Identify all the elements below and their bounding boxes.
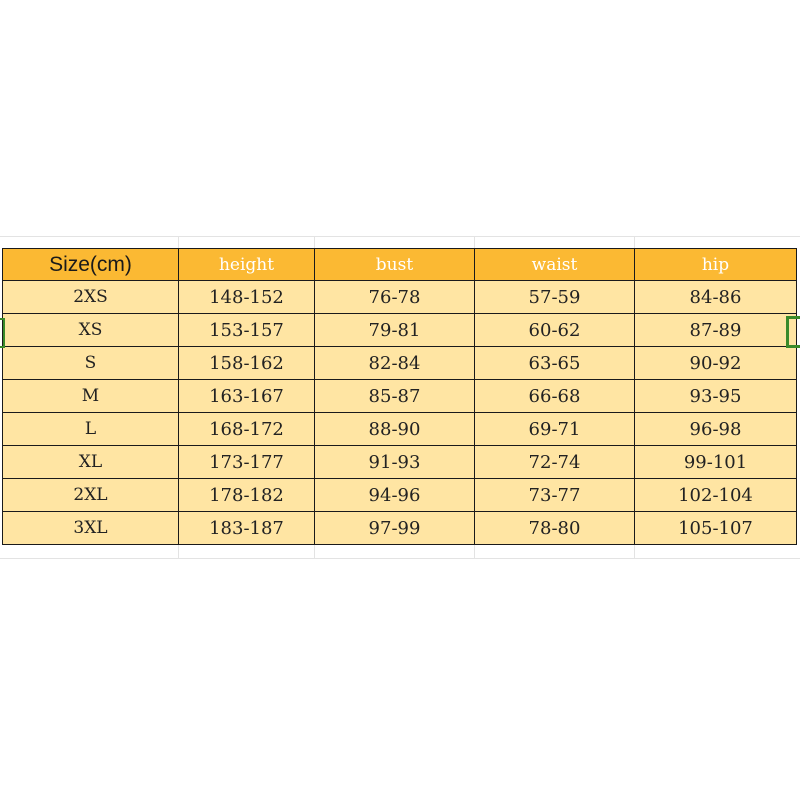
table-row [3, 446, 797, 479]
table-cell[interactable]: 78-80 [475, 512, 635, 545]
table-cell[interactable]: 63-65 [475, 347, 635, 380]
header-cell-size[interactable]: Size(cm) [3, 249, 179, 281]
header-cell-waist[interactable]: waist [475, 249, 635, 281]
table-row [3, 479, 797, 512]
table-cell[interactable]: 99-101 [635, 446, 797, 479]
table-cell[interactable]: 69-71 [475, 413, 635, 446]
table-cell[interactable]: 60-62 [475, 314, 635, 347]
table-row [3, 314, 797, 347]
table-cell[interactable]: 96-98 [635, 413, 797, 446]
table-cell[interactable]: 2XS [3, 281, 179, 314]
table-row [3, 512, 797, 545]
table-cell[interactable]: 178-182 [179, 479, 315, 512]
table-cell[interactable]: 82-84 [315, 347, 475, 380]
table-row [3, 380, 797, 413]
table-cell[interactable]: 105-107 [635, 512, 797, 545]
table-cell[interactable]: 76-78 [315, 281, 475, 314]
table-cell[interactable]: 2XL [3, 479, 179, 512]
table-row [3, 281, 797, 314]
table-cell[interactable]: XL [3, 446, 179, 479]
table-cell[interactable]: 163-167 [179, 380, 315, 413]
header-cell-bust[interactable]: bust [315, 249, 475, 281]
selection-marker-left [0, 318, 5, 348]
table-cell[interactable]: 93-95 [635, 380, 797, 413]
table-cell[interactable]: 91-93 [315, 446, 475, 479]
table-cell[interactable]: 79-81 [315, 314, 475, 347]
table-cell[interactable]: 57-59 [475, 281, 635, 314]
table-cell[interactable]: L [3, 413, 179, 446]
gridline [0, 558, 800, 559]
table-cell[interactable]: 66-68 [475, 380, 635, 413]
selection-marker-right [786, 316, 800, 348]
table-cell[interactable]: 90-92 [635, 347, 797, 380]
header-row [3, 249, 797, 281]
table-cell[interactable]: 102-104 [635, 479, 797, 512]
table-cell[interactable]: 94-96 [315, 479, 475, 512]
table-row [3, 413, 797, 446]
header-cell-hip[interactable]: hip [635, 249, 797, 281]
table-cell[interactable]: 153-157 [179, 314, 315, 347]
table-cell[interactable]: 158-162 [179, 347, 315, 380]
table-cell[interactable]: M [3, 380, 179, 413]
size-chart-table [2, 248, 797, 545]
table-cell[interactable]: 72-74 [475, 446, 635, 479]
table-cell[interactable]: S [3, 347, 179, 380]
table-cell[interactable]: 87-89 [635, 314, 797, 347]
table-cell[interactable]: 73-77 [475, 479, 635, 512]
table-cell[interactable]: 84-86 [635, 281, 797, 314]
table-cell[interactable]: 183-187 [179, 512, 315, 545]
table-cell[interactable]: XS [3, 314, 179, 347]
table-cell[interactable]: 88-90 [315, 413, 475, 446]
gridline [0, 236, 800, 237]
table-cell[interactable]: 3XL [3, 512, 179, 545]
table-cell[interactable]: 168-172 [179, 413, 315, 446]
header-cell-height[interactable]: height [179, 249, 315, 281]
table-cell[interactable]: 173-177 [179, 446, 315, 479]
table-cell[interactable]: 97-99 [315, 512, 475, 545]
table-cell[interactable]: 85-87 [315, 380, 475, 413]
table-cell[interactable]: 148-152 [179, 281, 315, 314]
table-row [3, 347, 797, 380]
